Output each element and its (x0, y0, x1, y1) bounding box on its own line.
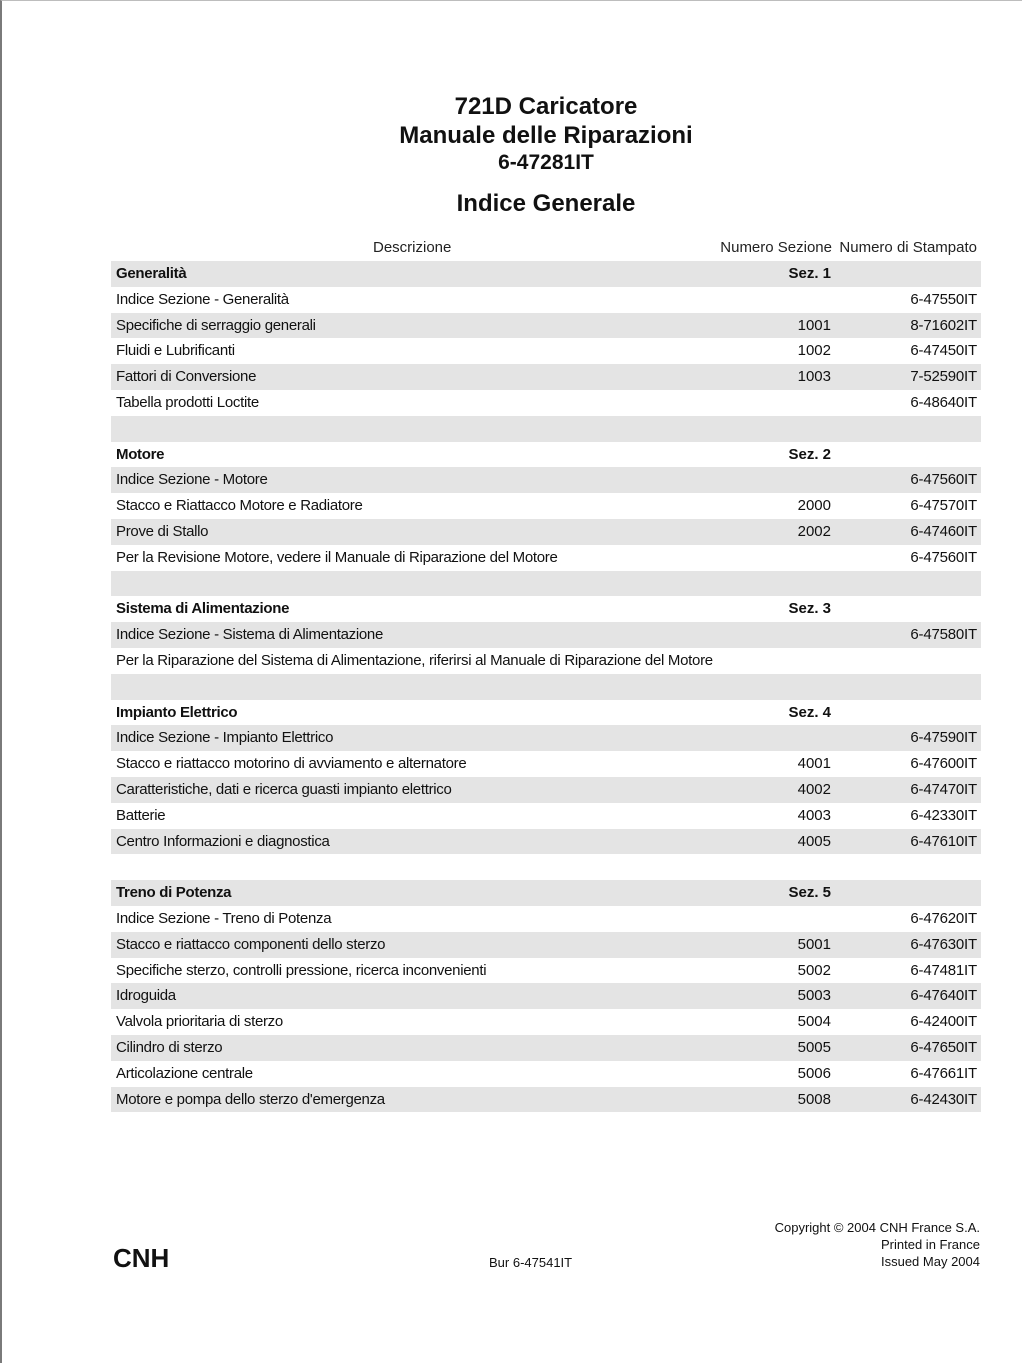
row-description: Sistema di Alimentazione (116, 600, 290, 618)
row-description: Idroguida (116, 987, 176, 1005)
row-print-number: 6-47470IT (910, 780, 977, 798)
copyright-text: Copyright © 2004 CNH France S.A. (774, 1220, 980, 1235)
row-section-number: 4001 (797, 755, 831, 773)
row-section-number: 5006 (797, 1064, 831, 1082)
row-section-number: Sez. 4 (788, 703, 831, 721)
row-description: Stacco e riattacco componenti dello sterzo (116, 935, 386, 953)
section-row (111, 880, 981, 906)
row-description: Batterie (116, 806, 166, 824)
row-section-number: 5001 (797, 935, 831, 953)
row-print-number: 6-47620IT (910, 909, 977, 927)
row-section-number: 5008 (797, 1090, 831, 1108)
table-row (111, 983, 981, 1009)
table-row (111, 287, 981, 313)
cnh-logo: CNH (113, 1243, 170, 1273)
row-print-number: 6-47560IT (910, 471, 977, 489)
spacer-row (111, 416, 981, 442)
row-print-number: 6-47560IT (910, 548, 977, 566)
printed-text: Printed in France (881, 1237, 980, 1252)
row-description: Articolazione centrale (116, 1064, 253, 1082)
table-row (111, 622, 981, 648)
table-row (111, 519, 981, 545)
row-description: Per la Riparazione del Sistema di Alimentazione, riferirsi al Manuale di Riparazione del Motore (116, 651, 713, 669)
column-headers (0, 239, 1024, 259)
row-section-number: Sez. 1 (788, 265, 831, 282)
row-print-number: 6-47661IT (910, 1064, 977, 1082)
bur-code: Bur 6-47541IT (489, 1255, 573, 1270)
row-description: Treno di Potenza (116, 884, 232, 902)
row-description: Caratteristiche, dati e ricerca guasti impianto elettrico (116, 780, 452, 798)
table-row (111, 313, 981, 339)
row-print-number: 6-47640IT (910, 987, 977, 1005)
document-number: 6-47281IT (498, 151, 594, 174)
row-description: Motore (116, 445, 165, 463)
row-description: Indice Sezione - Treno di Potenza (116, 909, 332, 927)
machine-title: 721D Caricatore (454, 93, 638, 120)
row-description: Specifiche sterzo, controlli pressione, ricerca inconvenienti (116, 961, 487, 979)
table-row (111, 725, 981, 751)
row-description: Indice Sezione - Sistema di Alimentazione (116, 626, 384, 644)
row-description: Motore e pompa dello sterzo d'emergenza (116, 1090, 385, 1108)
manual-title: Manuale delle Riparazioni (399, 122, 693, 149)
column-header-print-number: Numero di Stampato (839, 239, 977, 256)
table-row (111, 545, 981, 571)
row-section-number: 5002 (797, 961, 831, 979)
column-header-description: Descrizione (373, 239, 452, 256)
row-print-number: 6-47481IT (910, 961, 977, 979)
row-print-number: 6-47610IT (910, 832, 977, 850)
table-row (111, 648, 981, 674)
table-row (111, 958, 981, 984)
document-header (0, 92, 1024, 176)
row-description: Stacco e riattacco motorino di avviamento e alternatore (116, 755, 467, 773)
row-description: Indice Sezione - Impianto Elettrico (116, 729, 334, 747)
index-title: Indice Generale (456, 190, 636, 217)
row-print-number: 6-47570IT (910, 497, 977, 515)
row-section-number: Sez. 5 (788, 884, 831, 902)
column-header-section-number: Numero Sezione (720, 239, 832, 256)
row-description: Centro Informazioni e diagnostica (116, 832, 330, 850)
row-description: Fattori di Conversione (116, 368, 257, 386)
table-row (111, 338, 981, 364)
row-description: Generalità (116, 265, 187, 282)
row-description: Impianto Elettrico (116, 703, 238, 721)
table-row (111, 493, 981, 519)
section-row (111, 700, 981, 726)
row-section-number: 5003 (797, 987, 831, 1005)
row-print-number: 6-42330IT (910, 806, 977, 824)
section-row (111, 442, 981, 468)
spacer-row (111, 571, 981, 597)
row-section-number: 1002 (797, 342, 831, 360)
row-section-number: Sez. 2 (788, 445, 831, 463)
publication-info (775, 1219, 980, 1270)
table-row (111, 467, 981, 493)
issued-text: Issued May 2004 (880, 1254, 980, 1269)
row-print-number: 7-52590IT (910, 368, 977, 386)
table-row (111, 803, 981, 829)
row-description: Cilindro di sterzo (116, 1038, 223, 1056)
row-section-number: 1001 (797, 316, 831, 334)
row-description: Indice Sezione - Motore (116, 471, 268, 489)
section-row (111, 261, 981, 287)
row-section-number: Sez. 3 (788, 600, 831, 618)
row-print-number: 6-47460IT (910, 522, 977, 540)
row-description: Fluidi e Lubrificanti (116, 342, 235, 360)
row-print-number: 6-47630IT (910, 935, 977, 953)
table-of-contents (111, 261, 981, 1112)
row-print-number: 6-42400IT (910, 1013, 977, 1031)
table-row (111, 390, 981, 416)
row-section-number: 5005 (797, 1038, 831, 1056)
table-row (111, 1009, 981, 1035)
table-row (111, 932, 981, 958)
row-description: Prove di Stallo (116, 522, 209, 540)
row-section-number: 5004 (797, 1013, 831, 1031)
table-row (111, 1087, 981, 1113)
row-description: Indice Sezione - Generalità (116, 290, 289, 308)
spacer-row (111, 674, 981, 700)
table-row (111, 751, 981, 777)
row-print-number: 6-47600IT (910, 755, 977, 773)
row-section-number: 4002 (797, 780, 831, 798)
row-print-number: 6-47650IT (910, 1038, 977, 1056)
row-section-number: 4003 (797, 806, 831, 824)
row-print-number: 6-47450IT (910, 342, 977, 360)
row-description: Stacco e Riattacco Motore e Radiatore (116, 497, 363, 515)
row-section-number: 4005 (797, 832, 831, 850)
row-description: Per la Revisione Motore, vedere il Manuale di Riparazione del Motore (116, 548, 558, 566)
table-row (111, 777, 981, 803)
row-print-number: 6-42430IT (910, 1090, 977, 1108)
row-section-number: 2002 (797, 522, 831, 540)
row-section-number: 2000 (797, 497, 831, 515)
row-print-number: 6-47550IT (910, 290, 977, 308)
table-row (111, 906, 981, 932)
row-description: Tabella prodotti Loctite (116, 393, 259, 411)
table-row (111, 1035, 981, 1061)
table-row (111, 829, 981, 855)
section-row (111, 596, 981, 622)
table-row (111, 1061, 981, 1087)
row-print-number: 6-47590IT (910, 729, 977, 747)
row-print-number: 8-71602IT (910, 316, 977, 334)
row-section-number: 1003 (797, 368, 831, 386)
row-print-number: 6-47580IT (910, 626, 977, 644)
row-description: Specifiche di serraggio generali (116, 316, 316, 334)
row-print-number: 6-48640IT (910, 393, 977, 411)
spacer-row (111, 854, 981, 880)
row-description: Valvola prioritaria di sterzo (116, 1013, 283, 1031)
table-row (111, 364, 981, 390)
